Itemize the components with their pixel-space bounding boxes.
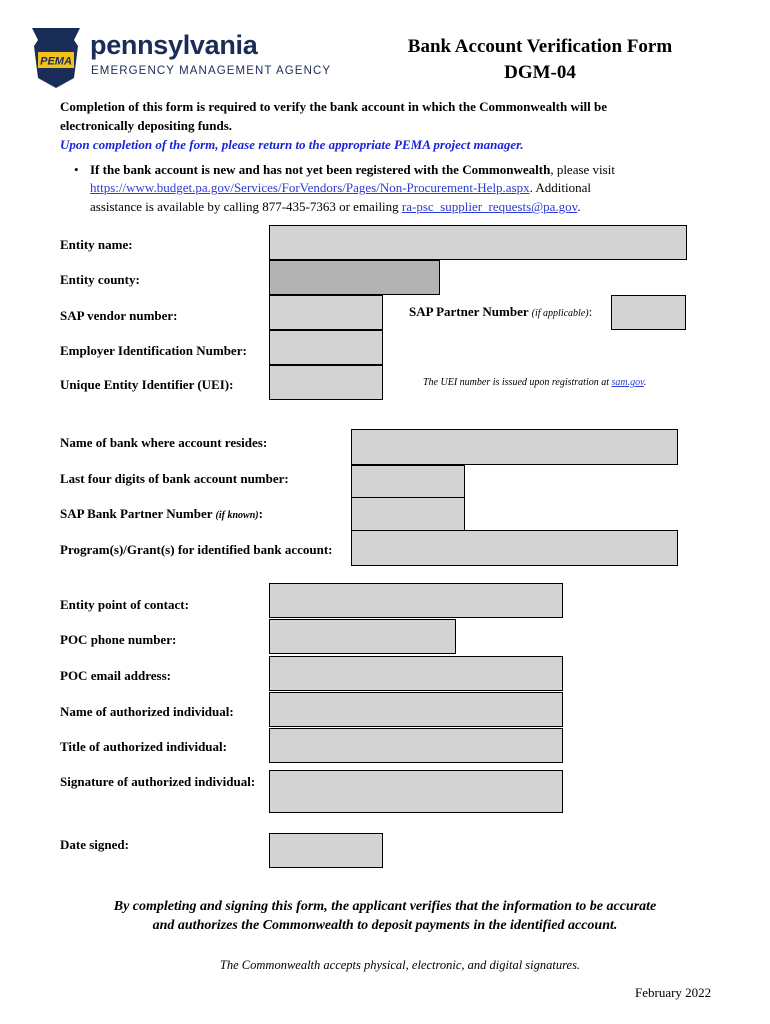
bullet-text-2: . Additional — [529, 180, 592, 195]
intro-line-1: Completion of this form is required to verify the bank account in which the Commonwealth will be — [60, 99, 607, 114]
keystone-logo-icon — [30, 26, 82, 90]
sap-partner-field[interactable] — [611, 295, 686, 330]
uei-note-text: The UEI number is issued upon registration at — [423, 377, 612, 388]
last-four-field[interactable] — [351, 465, 465, 500]
bullet-text-3: assistance is available by calling 877-435-7363 or emailing — [90, 199, 402, 214]
entity-name-label: Entity name: — [60, 237, 133, 252]
ein-field[interactable] — [269, 330, 383, 365]
bullet-line-2 — [90, 178, 730, 197]
date-signed-label: Date signed: — [60, 837, 129, 852]
poc-email-label: POC email address: — [60, 668, 171, 683]
verification-statement-line-1: By completing and signing this form, the applicant verifies that the information to be accurate — [113, 899, 657, 914]
uei-note-period: . — [643, 377, 647, 388]
sam-gov-link[interactable]: sam.gov — [611, 377, 644, 388]
logo-badge-text: PEMA — [40, 55, 72, 68]
verification-statement-line-2: and authorizes the Commonwealth to deposit payments in the identified account. — [152, 918, 618, 933]
programs-field[interactable] — [351, 530, 678, 566]
entity-name-field[interactable] — [269, 225, 687, 260]
auth-title-field[interactable] — [269, 728, 563, 763]
uei-field[interactable] — [269, 365, 383, 400]
bullet-text: , please visit — [550, 162, 615, 177]
sap-bank-partner-label — [60, 506, 263, 522]
intro-line-2: electronically depositing funds. — [60, 118, 233, 133]
uei-label: Unique Entity Identifier (UEI): — [60, 377, 234, 392]
entity-county-label: Entity county: — [60, 272, 140, 287]
budget-link[interactable]: https://www.budget.pa.gov/Services/ForVendors/Pages/Non-Procurement-Help.aspx — [90, 180, 530, 195]
poc-phone-label: POC phone number: — [60, 632, 177, 647]
return-note: Upon completion of the form, please return to the appropriate PEMA project manager. — [60, 137, 524, 152]
auth-title-label: Title of authorized individual: — [60, 739, 227, 754]
logo-wordmark: pennsylvania — [90, 30, 258, 60]
sap-vendor-label: SAP vendor number: — [60, 308, 178, 323]
logo-agency-name: EMERGENCY MANAGEMENT AGENCY — [91, 65, 332, 77]
poc-label: Entity point of contact: — [60, 597, 189, 612]
programs-label: Program(s)/Grant(s) for identified bank account: — [60, 542, 333, 557]
bank-name-field[interactable] — [351, 429, 678, 465]
sap-bank-partner-field[interactable] — [351, 497, 465, 532]
poc-email-field[interactable] — [269, 656, 563, 691]
sap-bank-colon: : — [258, 506, 263, 521]
auth-name-label: Name of authorized individual: — [60, 704, 234, 719]
bullet-line-1 — [90, 160, 730, 179]
sap-vendor-field[interactable] — [269, 295, 383, 330]
revision-date: February 2022 — [635, 985, 712, 1000]
uei-note — [423, 377, 646, 388]
date-signed-field[interactable] — [269, 833, 383, 868]
form-code: DGM-04 — [504, 62, 576, 83]
sap-bank-note: (if known) — [215, 510, 259, 521]
poc-field[interactable] — [269, 583, 563, 618]
bullet-line-3 — [90, 197, 730, 216]
auth-name-field[interactable] — [269, 692, 563, 727]
last-four-label: Last four digits of bank account number: — [60, 471, 289, 486]
sap-partner-label-text: SAP Partner Number — [409, 304, 532, 319]
signature-field[interactable] — [269, 770, 563, 813]
bank-name-label: Name of bank where account resides: — [60, 435, 268, 450]
bullet-period: . — [577, 199, 581, 214]
sap-partner-label — [409, 304, 592, 320]
signatures-note: The Commonwealth accepts physical, electronic, and digital signatures. — [219, 958, 581, 972]
sap-partner-colon: : — [588, 304, 593, 319]
form-title: Bank Account Verification Form — [407, 36, 673, 57]
sap-partner-note: (if applicable) — [531, 308, 589, 319]
bullet-bold-text: If the bank account is new and has not yet been registered with the Commonwealth — [90, 162, 551, 177]
bullet-dot-icon: • — [74, 162, 79, 177]
email-link[interactable]: ra-psc_supplier_requests@pa.gov — [401, 199, 578, 214]
entity-county-field[interactable] — [269, 260, 440, 295]
ein-label: Employer Identification Number: — [60, 343, 247, 358]
poc-phone-field[interactable] — [269, 619, 456, 654]
sap-bank-partner-text: SAP Bank Partner Number — [60, 506, 216, 521]
signature-label: Signature of authorized individual: — [60, 774, 256, 789]
